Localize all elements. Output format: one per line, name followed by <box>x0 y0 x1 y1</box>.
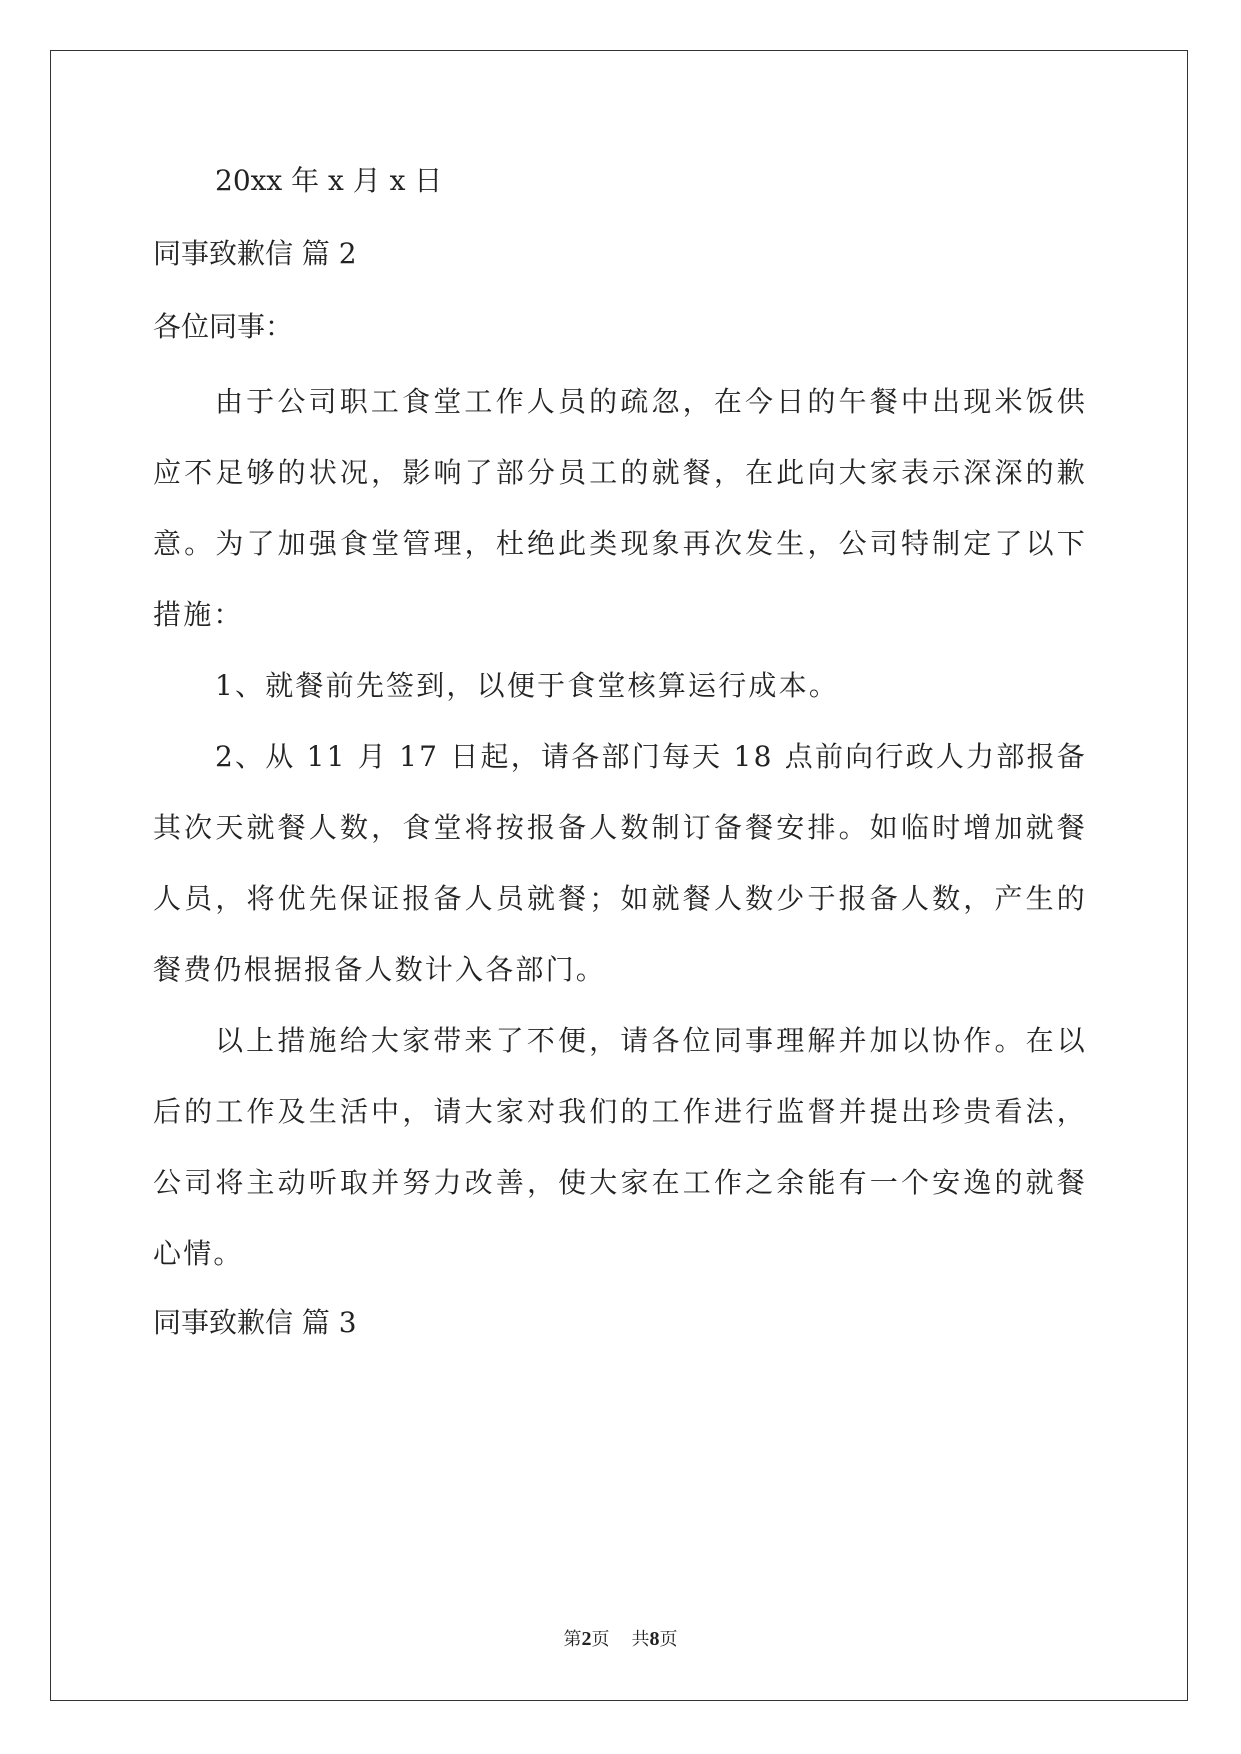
paragraph-apology: 由于公司职工食堂工作人员的疏忽，在今日的午餐中出现米饭供应不足够的状况，影响了部分员工的就餐，在此向大家表示深深的歉意。为了加强食堂管理，杜绝此类现象再次发生，公司特制定了以下措施： <box>153 385 1087 631</box>
date-line: 20xx 年 x 月 x 日 <box>215 164 443 197</box>
total-prefix: 共 <box>631 1629 650 1650</box>
heading-letter-2: 同事致歉信 篇 2 <box>153 237 357 270</box>
paragraph-measure-1: 1、就餐前先签到，以便于食堂核算运行成本。 <box>215 669 840 702</box>
total-pages-number: 8 <box>649 1628 660 1650</box>
page-suffix: 页 <box>591 1629 610 1650</box>
paragraph-closing: 以上措施给大家带来了不便，请各位同事理解并加以协作。在以后的工作及生活中，请大家对我们的工作进行监督并提出珍贵看法，公司将主动听取并努力改善，使大家在工作之余能有一个安逸的就餐心情。 <box>153 1024 1087 1270</box>
page-footer <box>0 1625 1241 1651</box>
page-prefix: 第 <box>563 1629 582 1650</box>
heading-letter-3: 同事致歉信 篇 3 <box>153 1306 357 1339</box>
total-suffix: 页 <box>659 1629 678 1650</box>
current-page-number: 2 <box>581 1628 592 1650</box>
paragraph-measure-2: 2、从 11 月 17 日起，请各部门每天 18 点前向行政人力部报备其次天就餐人数，食堂将按报备人数制订备餐安排。如临时增加就餐人员，将优先保证报备人员就餐；如就餐人数少于报备人数，产生的餐费仍根据报备人数计入各部门。 <box>153 740 1087 986</box>
salutation: 各位同事： <box>153 310 294 343</box>
